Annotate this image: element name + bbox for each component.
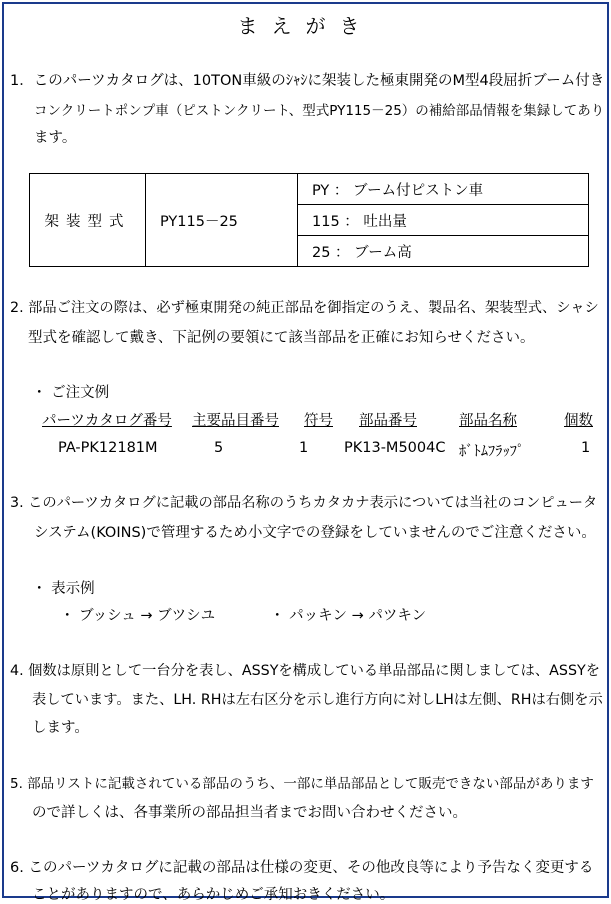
display-example-2: ・ パッキン → パツキン: [270, 608, 427, 624]
item-1-line-2: コンクリートポンプ車（ピストンクリート、型式PY115－25）の補給部品情報を集録してあり: [34, 103, 605, 119]
order-header-part-name: 部品名称: [459, 413, 517, 429]
order-header-catalog-no: パーツカタログ番号: [42, 413, 172, 429]
order-cell-item-no: 5: [214, 440, 224, 456]
item-5-line-2: ので詳しくは、各事業所の部品担当者までお問い合わせください。: [32, 805, 467, 821]
spec-label: 架装型式: [30, 174, 146, 267]
item-3-line-1: 3. このパーツカタログに記載の部品名称のうちカタカナ表示については当社のコンピュータ: [10, 495, 598, 511]
item-1-line-1: 1．このパーツカタログは、10TON車級のｼｬｼに架装した極東開発のM型4段屈折ブーム付き: [10, 73, 605, 89]
order-cell-part-no: PK13-M5004C: [344, 440, 446, 456]
spec-row: 115 ： 吐出量: [298, 205, 589, 236]
item-2-line-2: 型式を確認して戴き、下記例の要領にて該当部品を正確にお知らせください。: [28, 330, 535, 346]
order-cell-qty: 1: [581, 440, 591, 456]
item-6-line-2: ことがありますので、あらかじめご承知おきください。: [32, 887, 395, 903]
spec-table: [29, 173, 589, 267]
order-example-heading: ・ ご注文例: [32, 385, 110, 401]
order-cell-code: 1: [299, 440, 309, 456]
item-4-line-2: 表しています。また、LH. RHは左右区分を示し進行方向に対しLHは左側、RHは右側を示: [32, 692, 603, 708]
preface-page: [2, 2, 609, 903]
order-header-part-no: 部品番号: [359, 413, 417, 429]
order-cell-catalog-no: PA-PK12181M: [58, 440, 158, 456]
display-example-heading: ・ 表示例: [32, 581, 95, 597]
spec-row: PY ： ブーム付ピストン車: [298, 174, 589, 205]
item-5-line-1: 5. 部品リストに記載されている部品のうち、一部に単品部品として販売できない部品があります: [10, 776, 594, 792]
display-example-1: ・ ブッシュ → ブツシユ: [60, 608, 216, 624]
item-2-line-1: 2. 部品ご注文の際は、必ず極東開発の純正部品を御指定のうえ、製品名、架装型式、シャシ: [10, 300, 599, 316]
order-cell-part-name: ﾎﾞﾄﾑﾌﾗｯﾌﾟ: [459, 444, 525, 460]
page-title: まえがき: [237, 14, 374, 38]
order-header-item-no: 主要品目番号: [192, 413, 279, 429]
item-6-line-1: 6. このパーツカタログに記載の部品は仕様の変更、その他改良等により予告なく変更する: [10, 860, 594, 876]
item-3-line-2: システム(KOINS)で管理するため小文字での登録をしていませんのでご注意ください。: [34, 525, 596, 541]
order-header-code: 符号: [304, 413, 333, 429]
item-4-line-1: 4. 個数は原則として一台分を表し、ASSYを構成している単品部品に関しましては、ASSYを: [10, 663, 600, 679]
spec-row: 25 ： ブーム高: [298, 236, 589, 267]
item-4-line-3: します。: [32, 720, 89, 736]
item-1-line-3: ます。: [34, 130, 77, 146]
spec-model: PY115－25: [146, 174, 298, 267]
order-header-qty: 個数: [564, 413, 593, 429]
